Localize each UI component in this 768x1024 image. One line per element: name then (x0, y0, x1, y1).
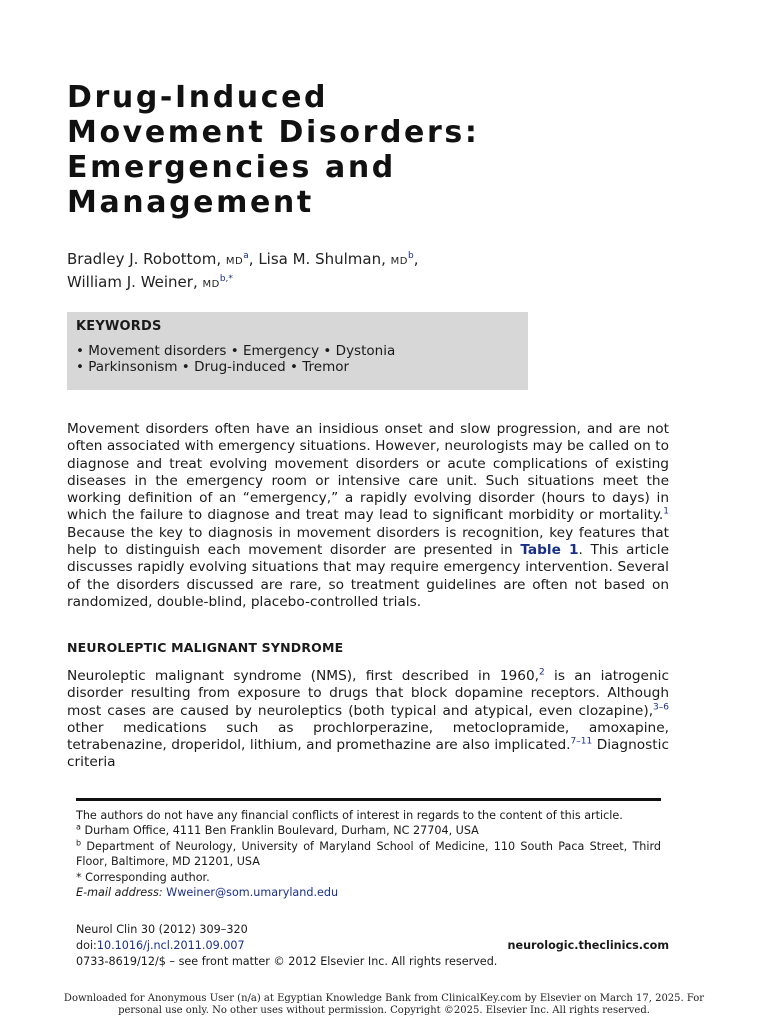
keywords-box (67, 312, 528, 390)
table-1-link[interactable]: Table 1 (520, 542, 579, 559)
author-name: Bradley J. Robottom, (67, 250, 222, 268)
nms-paragraph (67, 668, 669, 772)
author-line-1 (67, 249, 418, 272)
affiliation-link[interactable]: b,* (219, 274, 233, 284)
title-line: Emergencies and (67, 150, 396, 185)
copyright-line: 0733-8619/12/$ – see front matter © 2012 Elsevier Inc. All rights reserved. (76, 955, 498, 968)
title-line: Drug-Induced (67, 80, 329, 115)
author-degree: MD (202, 279, 220, 290)
title-line: Management (67, 185, 314, 220)
intro-text: . This article discusses rapidly evolving situations that may require emergency intervention. Several of the disorders discussed are rare, so treatment guidelines are often not based on randomized, double-blind, placebo-controlled trials. (67, 542, 669, 610)
author-degree: MD (390, 256, 408, 267)
author-name: Lisa M. Shulman, (258, 250, 386, 268)
intro-text: Because the key to diagnosis in movement disorders is recognition, key features that help to distinguish each movement disorder are presented in (67, 524, 669, 559)
author-separator: , (248, 250, 254, 268)
intro-paragraph (67, 421, 669, 611)
reference-link[interactable]: 3–6 (653, 702, 669, 713)
affiliation-b (76, 839, 661, 870)
email-link[interactable]: Wweiner@som.umaryland.edu (166, 886, 339, 900)
author-line-2 (67, 272, 418, 295)
keywords-line: • Parkinsonism • Drug-induced • Tremor (76, 359, 350, 375)
journal-site-link[interactable]: neurologic.theclinics.com (507, 939, 669, 952)
footnotes (76, 808, 661, 900)
affiliation-text: Department of Neurology, University of Maryland School of Medicine, 110 South Paca Street, Third Floor, Baltimore, MD 21201, USA (76, 839, 661, 869)
nms-text: Neuroleptic malignant syndrome (NMS), first described in 1960, (67, 668, 540, 684)
article-title (67, 80, 479, 220)
footnote-divider (76, 798, 661, 801)
affiliation-link[interactable]: b (407, 251, 414, 261)
doi-row (76, 938, 669, 954)
nms-text: other medications such as prochlorperazine, metoclopramide, amoxapine, tetrabenazine, droperidol, lithium, and promethazine are also implicated. (67, 719, 669, 754)
journal-info (76, 922, 669, 970)
reference-link[interactable]: 7–11 (570, 736, 593, 747)
download-notice: Downloaded for Anonymous User (n/a) at Egyptian Knowledge Bank from ClinicalKey.com by Elsevier on March 17, 2025. For personal use only. No other uses without permission. Copyright ©2025. Elsevier Inc. All rights reserved. (63, 993, 705, 1016)
doi-link[interactable]: 10.1016/j.ncl.2011.09.007 (96, 939, 245, 952)
affiliation-text: Durham Office, 4111 Ben Franklin Boulevard, Durham, NC 27704, USA (80, 824, 479, 838)
doi-label: doi: (76, 939, 97, 952)
author-degree: MD (225, 256, 244, 267)
author-list (67, 249, 418, 295)
affiliation-marker: a (76, 822, 81, 832)
keywords-line: • Movement disorders • Emergency • Dystonia (76, 343, 396, 359)
corresponding-author: * Corresponding author. (76, 870, 210, 884)
email-line (76, 885, 661, 900)
author-separator: , (413, 250, 419, 268)
conflict-statement: The authors do not have any financial conflicts of interest in regards to the content of this article. (76, 809, 623, 822)
nms-text: Diagnostic criteria (67, 737, 669, 771)
section-heading: NEUROLEPTIC MALIGNANT SYNDROME (67, 640, 344, 655)
doi (76, 938, 245, 954)
nms-text: is an iatrogenic disorder resulting from exposure to drugs that block dopamine receptors. Although most cases are caused by neuroleptics (both typical and atypical, even clozapine), (67, 668, 669, 719)
intro-text: Movement disorders often have an insidious onset and slow progression, and are not often associated with emergency situations. However, neurologists may be called on to diagnose and treat evolving movement disorders or acute complications of existing diseases in the emergency room or intensive care unit. Such situations meet the working definition of an “emergency,” a rapidly evolving disorder (hours to days) in which the failure to diagnose and treat may lead to significant morbidity or mortality. (67, 421, 669, 524)
email-label: E-mail address: (76, 886, 163, 900)
keywords-heading: KEYWORDS (76, 319, 162, 334)
affiliation-marker: b (76, 838, 82, 848)
journal-citation: Neurol Clin 30 (2012) 309–320 (76, 923, 248, 936)
reference-link[interactable]: 1 (663, 506, 669, 517)
reference-link[interactable]: 2 (539, 667, 545, 678)
author-name: William J. Weiner, (67, 273, 198, 291)
affiliation-a (76, 823, 661, 838)
affiliation-link[interactable]: a (243, 251, 249, 261)
title-line: Movement Disorders: (67, 115, 480, 150)
